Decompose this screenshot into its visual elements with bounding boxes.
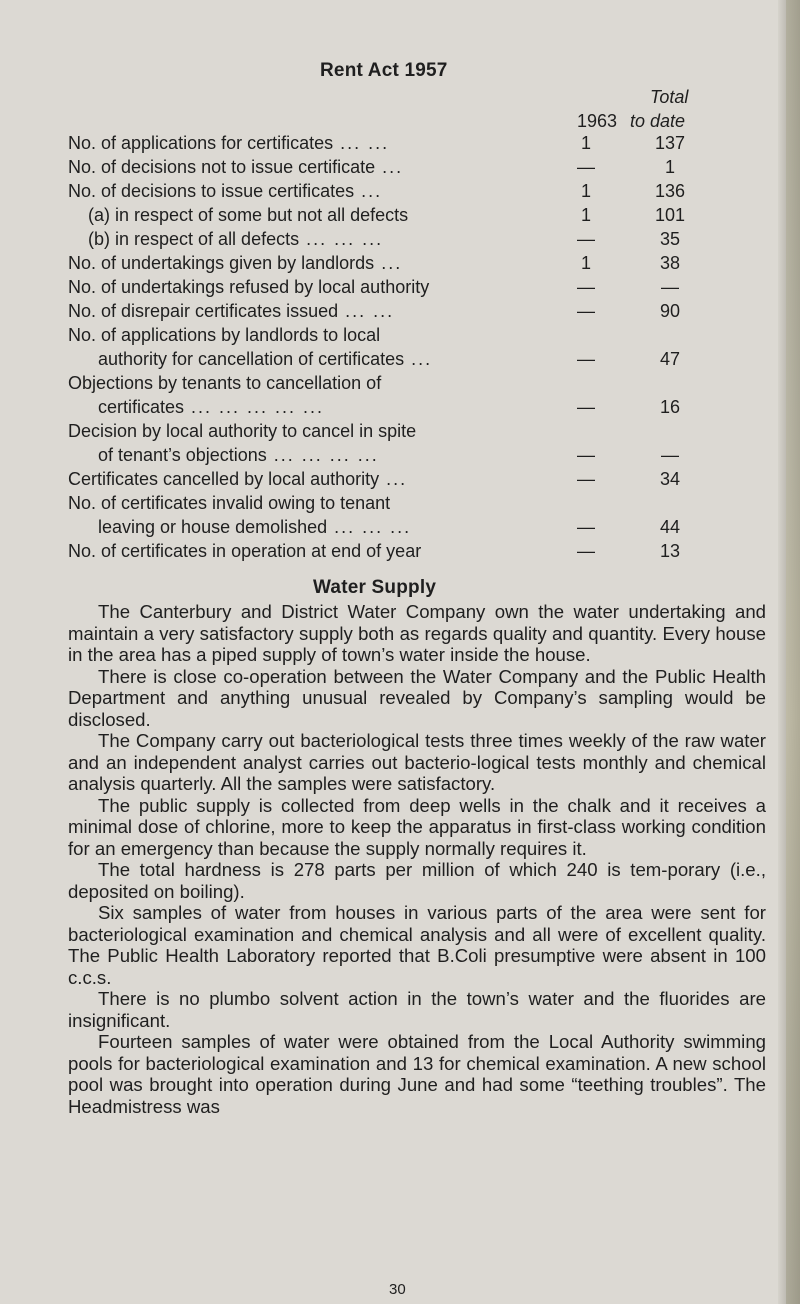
row-label: No. of applications by landlords to local [68,325,381,345]
row-value-1963: — [577,397,595,417]
row-value-1963: — [577,277,595,297]
table-row [0,204,778,226]
table-row [0,180,778,202]
row-value-1963: 1 [580,133,591,153]
column-header-1963: 1963 [577,111,618,131]
paragraph: The Company carry out bacteriological tests three times weekly of the raw water and an independent analyst carries out bacterio-logical tests monthly and chemical analysis quarterly. All the samples were satisfactory. [68,730,766,794]
row-value-total: 136 [654,181,686,201]
paragraph: There is close co-operation between the Water Company and the Public Health Department and anything unusual revealed by Company’s sampling would be disclosed. [68,665,766,730]
table-row [0,372,778,394]
row-value-1963: — [577,541,595,561]
page-edge-stain [786,0,800,1304]
table-row [0,348,778,370]
row-value-total: 16 [659,397,681,417]
table-row [0,516,778,538]
row-value-1963: 1 [580,253,591,273]
paragraph: The Canterbury and District Water Company own the water undertaking and maintain a very satisfactory supply both as regards quality and quantity. Every house in the area has a piped supply of town’s water inside the house. [68,601,766,665]
row-label: No. of decisions to issue certificates ... [68,181,383,201]
row-value-1963: — [577,445,595,465]
water-supply-text [68,601,766,1117]
row-label: No. of certificates invalid owing to tenant [68,493,391,513]
row-value-1963: — [577,301,595,321]
row-value-total: 38 [659,253,681,273]
table-row [0,252,778,274]
water-supply-heading: Water Supply [313,577,437,598]
row-label: of tenant’s objections ... ... ... ... [98,445,379,465]
row-value-total: — [661,445,679,465]
paragraph: The public supply is collected from deep wells in the chalk and it receives a minimal dose of chlorine, more to keep the apparatus in first-class working condition for an emergency than because the supply normally requires it. [68,794,766,859]
table-row [0,444,778,466]
row-label: No. of applications for certificates ... ... [68,133,390,153]
paragraph: There is no plumbo solvent action in the town’s water and the fluorides are insignificant. [68,988,766,1031]
paragraph: The total hardness is 278 parts per million of which 240 is tem-porary (i.e., deposited on boiling). [68,859,766,902]
table-row [0,156,778,178]
row-value-total: 1 [664,157,675,177]
row-label: authority for cancellation of certificates ... [98,349,433,369]
row-value-total: 47 [659,349,681,369]
row-label: (b) in respect of all defects ... ... ... [88,229,384,249]
row-label: Decision by local authority to cancel in spite [68,421,417,441]
row-label: certificates ... ... ... ... ... [98,397,325,417]
row-value-1963: — [577,157,595,177]
row-label: No. of undertakings refused by local authority [68,277,430,297]
table-row [0,468,778,490]
row-value-total: 44 [659,517,681,537]
table-row [0,132,778,154]
row-label: (a) in respect of some but not all defects [88,205,409,225]
paragraph: Fourteen samples of water were obtained from the Local Authority swimming pools for bacteriological examination and 13 for chemical examination. A new school pool was brought into operation during June and had some “teething troubles”. The Headmistress was [68,1031,766,1117]
row-label: No. of undertakings given by landlords ... [68,253,403,273]
table-row [0,492,778,514]
table-row [0,324,778,346]
row-value-1963: — [577,469,595,489]
row-value-total: 137 [654,133,686,153]
row-value-1963: — [577,517,595,537]
row-value-1963: — [577,349,595,369]
page-number: 30 [389,1281,406,1298]
column-header-to-date: to date [630,111,686,131]
row-value-1963: 1 [580,205,591,225]
table-row [0,300,778,322]
row-value-total: 101 [654,205,686,225]
row-value-total: 90 [659,301,681,321]
table-row [0,228,778,250]
row-value-total: — [661,277,679,297]
table-row [0,420,778,442]
table-row [0,276,778,298]
row-value-1963: — [577,229,595,249]
table-row [0,396,778,418]
row-value-1963: 1 [580,181,591,201]
row-label: No. of decisions not to issue certificate ... [68,157,404,177]
row-value-total: 35 [659,229,681,249]
table-row [0,540,778,562]
row-label: Certificates cancelled by local authority ... [68,469,408,489]
row-label: leaving or house demolished ... ... ... [98,517,412,537]
row-label: No. of disrepair certificates issued ... ... [68,301,395,321]
paragraph: Six samples of water from houses in various parts of the area were sent for bacteriological examination and chemical analysis and all were of excellent quality. The Public Health Laboratory reported that B.Coli presumptive were absent in 100 c.c.s. [68,902,766,988]
row-label: Objections by tenants to cancellation of [68,373,382,393]
column-header-total: Total [650,87,689,107]
rent-act-heading: Rent Act 1957 [320,60,448,81]
row-label: No. of certificates in operation at end of year [68,541,422,561]
row-value-total: 13 [659,541,681,561]
row-value-total: 34 [659,469,681,489]
